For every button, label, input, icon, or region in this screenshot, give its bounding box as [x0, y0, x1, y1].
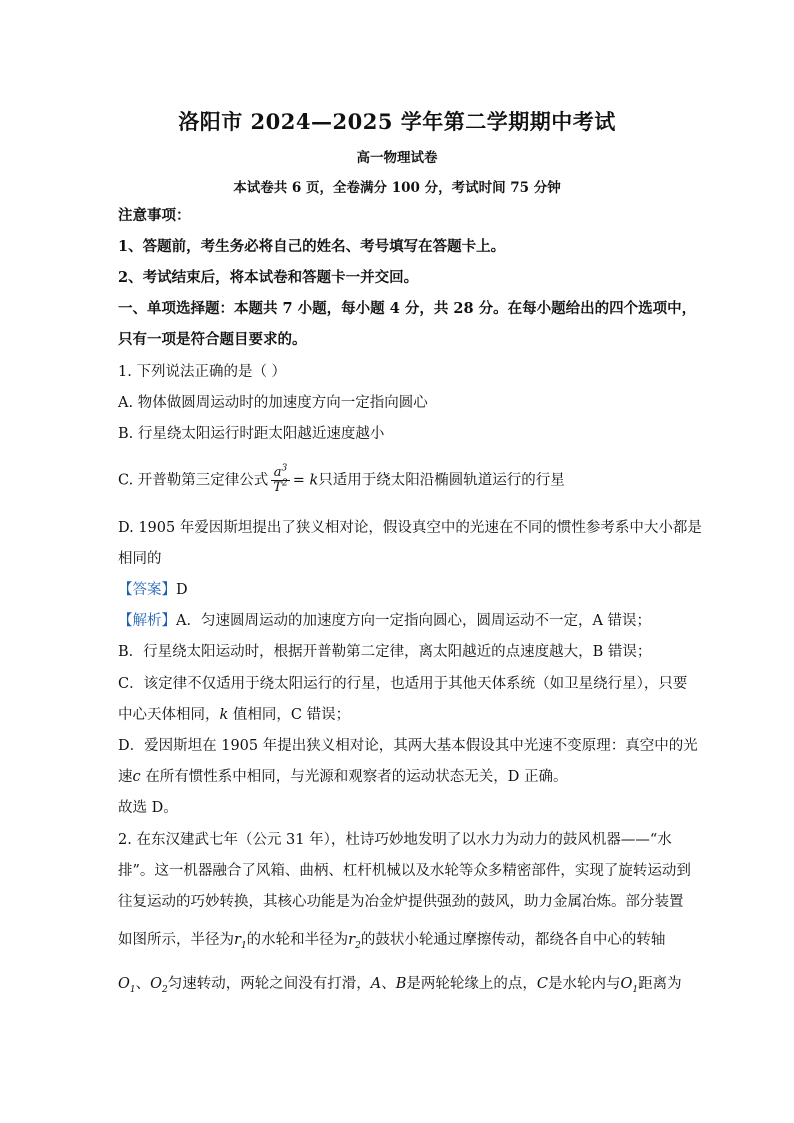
answer-value: D: [176, 582, 188, 598]
point-c: C: [536, 976, 548, 992]
question-1-option-d-line-1: D. 1905 年爱因斯坦提出了狭义相对论，假设真空中的光速在不同的惯性参考系中大小都是: [118, 520, 702, 536]
point-a: A: [370, 976, 382, 992]
notes-heading: 注意事项：: [118, 207, 191, 224]
q2-line5-separator: 、: [135, 976, 151, 992]
radius-r1: [234, 932, 247, 951]
question-1-option-b: B. 行星绕太阳运行时距太阳越近速度越小: [118, 426, 385, 442]
analysis-c2-text-a: 中心天体相同，: [118, 707, 220, 723]
analysis-tag: 【解析】: [118, 613, 176, 629]
question-1-analysis-d-line-1: D．爱因斯坦在 1905 年提出狭义相对论，其两大基本假设其中光速不变原理：真空中的光: [118, 738, 698, 754]
q2-line5-text-e: 距离为: [638, 976, 682, 992]
r2-symbol: r: [348, 932, 356, 948]
question-1-analysis-d-line-2: [118, 767, 684, 787]
notes-item-1: 1、答题前，考生务必将自己的姓名、考号填写在答题卡上。: [118, 238, 506, 255]
o1b-symbol: O: [620, 976, 633, 992]
o1-symbol: O: [118, 976, 130, 992]
radius-r2: [348, 932, 361, 951]
option-c-suffix: 只适用于绕太阳沿椭圆轨道运行的行星: [318, 472, 565, 489]
question-2-line-2: 排”。这一机器融合了风箱、曲柄、杠杆机械以及水轮等众多精密部件，实现了旋转运动到: [118, 863, 691, 879]
r2-subscript: 2: [355, 940, 361, 951]
formula-numerator-exponent: 3: [281, 463, 288, 474]
question-1-analysis-b: B．行星绕太阳运动时，根据开普勒第二定律，离太阳越近的点速度越大，B 错误；: [118, 644, 652, 660]
question-1-option-a: A. 物体做圆周运动时的加速度方向一定指向圆心: [118, 395, 428, 411]
question-1-option-c: [118, 463, 684, 495]
exam-title: 洛阳市 2024—2025 学年第二学期期中考试: [178, 109, 616, 134]
q2-line4-text-a: 如图所示，半径为: [118, 932, 234, 948]
q2-line5-text-a: 匀速转动，两轮之间没有打滑，: [167, 976, 371, 992]
notes-item-2: 2、考试结束后，将本试卷和答题卡一并交回。: [118, 269, 419, 286]
question-1-option-d-line-2: 相同的: [118, 551, 162, 567]
answer-tag: 【答案】: [118, 582, 176, 598]
section-1-instructions-line-1: 一、单项选择题：本题共 7 小题，每小题 4 分，共 28 分。在每小题给出的四个选项中，: [118, 300, 697, 317]
q2-line5-text-b: 、: [381, 976, 396, 992]
o1b-subscript: 1: [632, 984, 639, 995]
q2-line4-text-c: 的鼓状小轮通过摩擦传动，都绕各自中心的转轴: [360, 932, 666, 948]
q2-line5-text-d: 是水轮内与: [548, 976, 621, 992]
question-2-line-1: 2. 在东汉建武七年（公元 31 年），杜诗巧妙地发明了以水力为动力的鼓风机器——“水: [118, 832, 672, 848]
analysis-a-text: A．匀速圆周运动的加速度方向一定指向圆心，圆周运动不一定，A 错误；: [176, 613, 652, 629]
exam-info: 本试卷共 6 页，全卷满分 100 分，考试时间 75 分钟: [233, 180, 561, 196]
r1-subscript: 1: [240, 940, 247, 951]
analysis-c2-text-b: 值相同，C 错误；: [228, 707, 351, 723]
question-1-stem: 1. 下列说法正确的是（ ）: [118, 364, 287, 380]
o1-subscript: 1: [129, 984, 136, 995]
formula-rhs: = k: [292, 472, 319, 489]
r1-symbol: r: [234, 932, 241, 948]
o2-subscript: 2: [162, 984, 168, 995]
axis-o1-repeat: [620, 976, 639, 995]
question-2-line-3: 往复运动的巧妙转换，其核心功能是为冶金炉提供强劲的鼓风，助力金属冶炼。部分装置: [118, 894, 684, 910]
q2-line5-text-c: 是两轮轮缘上的点，: [406, 976, 537, 992]
o2-symbol: O: [150, 976, 163, 992]
q2-line4-text-b: 的水轮和半径为: [246, 932, 349, 948]
question-2-line-4: [118, 930, 684, 950]
option-c-prefix: C. 开普勒第三定律公式: [118, 472, 269, 489]
exam-subtitle: 高一物理试卷: [356, 150, 438, 166]
kepler-formula-fraction: [271, 463, 289, 495]
analysis-d2-text-a: 速: [118, 769, 133, 785]
formula-denominator: T: [273, 480, 282, 495]
axis-o2: [150, 976, 168, 995]
axis-o1: [118, 976, 136, 995]
analysis-d2-text-b: 在所有惯性系中相同，与光源和观察者的运动状态无关，D 正确。: [140, 769, 568, 785]
point-b: B: [395, 976, 407, 992]
formula-numerator: a: [273, 465, 282, 480]
question-1-conclusion: 故选 D。: [118, 800, 178, 816]
question-1-answer: [118, 580, 684, 600]
analysis-d2-c: c: [132, 769, 141, 785]
question-1-analysis-c-line-1: C．该定律不仅适用于绕太阳运行的行星，也适用于其他天体系统（如卫星绕行星），只要: [118, 676, 688, 692]
question-1-analysis-c-line-2: [118, 705, 684, 725]
formula-denominator-exponent: 2: [281, 478, 288, 489]
section-1-instructions-line-2: 只有一项是符合题目要求的。: [118, 331, 307, 348]
analysis-c2-k: k: [219, 707, 229, 723]
question-2-line-5: [118, 974, 684, 994]
question-1-analysis-a: [118, 611, 684, 631]
